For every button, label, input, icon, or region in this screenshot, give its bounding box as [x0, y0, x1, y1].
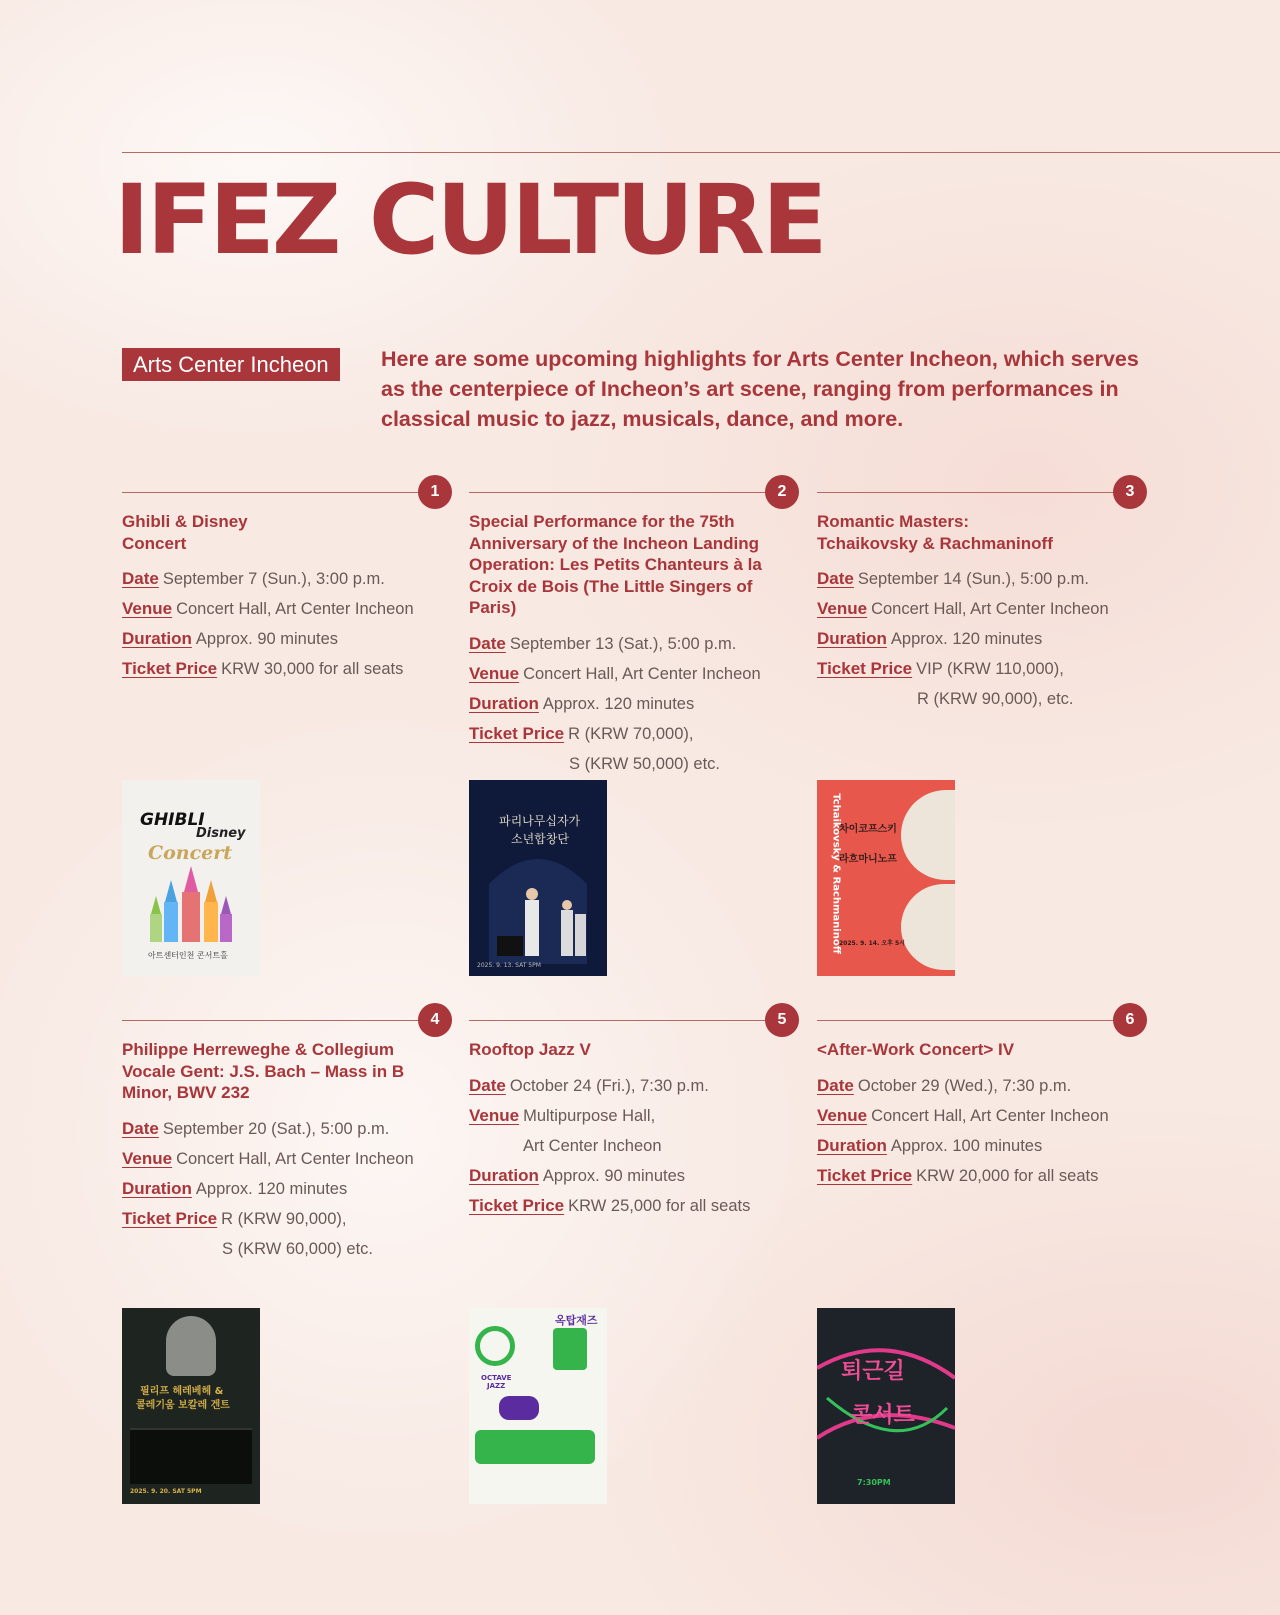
duration-value: Approx. 120 minutes	[890, 630, 1043, 648]
poster-romantic-masters: Tchaikovsky & Rachmaninoff 차이코프스키 라흐마니노프 2025. 9. 14. 오후 5시	[817, 780, 955, 976]
event-title: Special Performance for the 75th Anniversary of the Incheon Landing Operation: Les Petits Chanteurs à la Croix de Bois (The Little Singers of Paris)	[469, 512, 762, 617]
poster-herreweghe: 필리프 헤레베헤 & 콜레기움 보칼레 겐트 2025. 9. 20. SAT 5PM	[122, 1308, 260, 1504]
venue-value-cont: Art Center Incheon	[523, 1136, 662, 1155]
ticket-value-cont: S (KRW 50,000) etc.	[569, 754, 721, 773]
ticket-label: Ticket Price	[817, 659, 913, 678]
ticket-value: KRW 30,000 for all seats	[221, 660, 404, 678]
event-number: 2	[765, 475, 799, 509]
duration-label: Duration	[817, 1135, 887, 1155]
event-number: 1	[418, 475, 452, 509]
jazz-shape-word	[475, 1430, 595, 1464]
event-title: <After-Work Concert> IV	[817, 1040, 1015, 1059]
duration-label: Duration	[122, 629, 192, 648]
duration-label: Duration	[122, 1178, 192, 1198]
ticket-label: Ticket Price	[122, 1208, 218, 1228]
jazz-shape-s	[553, 1328, 587, 1370]
date-value: October 29 (Wed.), 7:30 p.m.	[857, 1076, 1072, 1095]
octave-ring	[475, 1326, 515, 1366]
venue-value: Concert Hall, Art Center Incheon	[871, 600, 1109, 618]
event-title: Rooftop Jazz V	[469, 1040, 591, 1059]
duration-value: Approx. 120 minutes	[195, 1179, 348, 1198]
portrait-rachmaninoff	[901, 884, 955, 970]
ticket-value: R (KRW 70,000),	[568, 724, 694, 743]
duration-label: Duration	[469, 1165, 539, 1185]
venue-label: Venue	[469, 1105, 520, 1125]
ticket-value: KRW 25,000 for all seats	[568, 1196, 751, 1215]
event-card	[817, 475, 1147, 714]
date-value: September 20 (Sat.), 5:00 p.m.	[162, 1119, 390, 1138]
ticket-value-cont: R (KRW 90,000), etc.	[917, 690, 1074, 708]
venue-label: Venue	[817, 599, 868, 618]
ticket-value: KRW 20,000 for all seats	[916, 1166, 1099, 1185]
venue-label: Venue	[469, 663, 520, 683]
ticket-label: Ticket Price	[122, 659, 218, 678]
poster-ghibli-disney: GHIBLI Disney Concert 아트센터인천 콘서트홀	[122, 780, 260, 976]
date-value: October 24 (Fri.), 7:30 p.m.	[509, 1076, 709, 1095]
section-badge: Arts Center Incheon	[122, 348, 340, 381]
date-value: September 7 (Sun.), 3:00 p.m.	[162, 570, 385, 588]
event-card	[469, 1003, 799, 1221]
jazz-shape-o	[499, 1396, 539, 1420]
ticket-value-cont: S (KRW 60,000) etc.	[222, 1239, 374, 1258]
venue-label: Venue	[817, 1105, 868, 1125]
venue-value: Concert Hall, Art Center Incheon	[523, 664, 761, 683]
castle-illustration	[146, 866, 236, 942]
date-label: Date	[469, 633, 506, 653]
portrait-conductor	[166, 1316, 216, 1376]
venue-value: Multipurpose Hall,	[523, 1106, 656, 1125]
duration-value: Approx. 100 minutes	[890, 1136, 1043, 1155]
event-number: 4	[418, 1003, 452, 1037]
venue-value: Concert Hall, Art Center Incheon	[176, 1149, 414, 1168]
duration-value: Approx. 90 minutes	[195, 630, 339, 648]
date-label: Date	[122, 1118, 159, 1138]
event-title: Philippe Herreweghe & Collegium Vocale Gent: J.S. Bach – Mass in B Minor, BWV 232	[122, 1040, 405, 1102]
duration-value: Approx. 120 minutes	[542, 694, 695, 713]
venue-value: Concert Hall, Art Center Incheon	[871, 1106, 1109, 1125]
ticket-label: Ticket Price	[817, 1165, 913, 1185]
duration-label: Duration	[817, 629, 887, 648]
event-card	[122, 475, 452, 684]
event-card	[469, 475, 799, 779]
date-value: September 14 (Sun.), 5:00 p.m.	[857, 570, 1089, 588]
event-title: Romantic Masters: Tchaikovsky & Rachmaninoff	[817, 512, 1053, 553]
ticket-value: R (KRW 90,000),	[221, 1209, 347, 1228]
poster-little-singers: 파리나무십자가 소년합창단 2025. 9. 13. SAT 5PM	[469, 780, 607, 976]
event-card	[817, 1003, 1147, 1191]
top-rule	[122, 152, 1280, 153]
date-label: Date	[122, 569, 159, 588]
ticket-value: VIP (KRW 110,000),	[916, 660, 1064, 678]
event-card	[122, 1003, 452, 1264]
event-number: 3	[1113, 475, 1147, 509]
poster-after-work: 퇴근길 콘서트 7:30PM	[817, 1308, 955, 1504]
poster-rooftop-jazz: 옥탑재즈 OCTAVE JAZZ	[469, 1308, 607, 1504]
date-label: Date	[469, 1075, 506, 1095]
portrait-tchaikovsky	[901, 790, 955, 880]
event-title: Ghibli & Disney Concert	[122, 512, 248, 553]
duration-value: Approx. 90 minutes	[542, 1166, 686, 1185]
venue-value: Concert Hall, Art Center Incheon	[176, 600, 414, 618]
date-value: September 13 (Sat.), 5:00 p.m.	[509, 634, 737, 653]
choir-illustration	[469, 844, 607, 964]
date-label: Date	[817, 1075, 854, 1095]
intro-text: Here are some upcoming highlights for Arts Center Incheon, which serves as the centerpiece of Incheon’s art scene, ranging from performances in classical music to jazz, musicals, dance, and more.	[381, 347, 1139, 431]
venue-label: Venue	[122, 599, 173, 618]
event-number: 5	[765, 1003, 799, 1037]
venue-label: Venue	[122, 1148, 173, 1168]
date-label: Date	[817, 569, 854, 588]
event-number: 6	[1113, 1003, 1147, 1037]
duration-label: Duration	[469, 693, 539, 713]
choir-photo	[130, 1428, 252, 1484]
page-title: IFEZ CULTURE	[114, 164, 825, 276]
ticket-label: Ticket Price	[469, 723, 565, 743]
ticket-label: Ticket Price	[469, 1195, 565, 1215]
